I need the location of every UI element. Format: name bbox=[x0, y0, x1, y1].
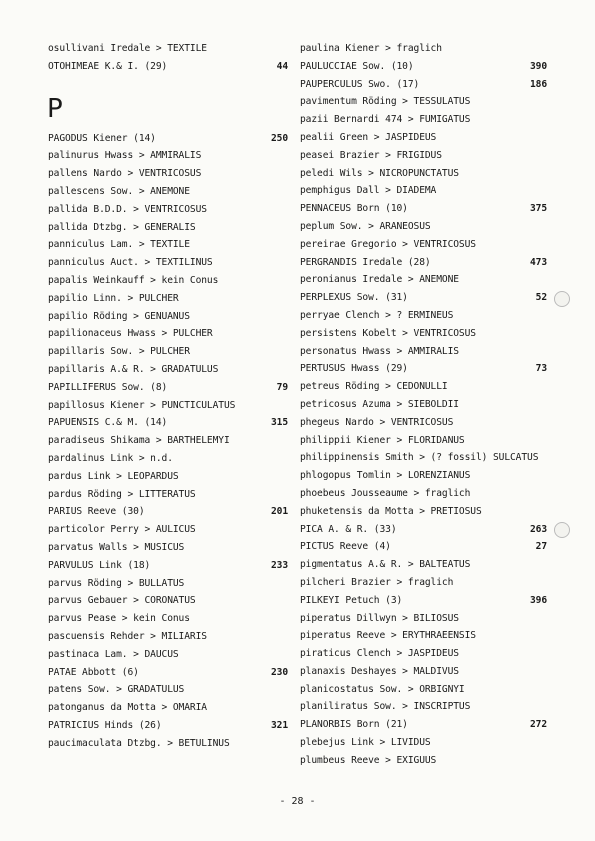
index-entry bbox=[48, 557, 288, 575]
index-entry bbox=[300, 538, 547, 556]
index-entry bbox=[300, 627, 547, 645]
entry-text: PAPUENSIS C.& M. (14) bbox=[48, 417, 168, 429]
index-entry bbox=[300, 254, 547, 272]
entry-text: PATAE Abbott (6) bbox=[48, 666, 139, 678]
entry-text: phlogopus Tomlin > LORENZIANUS bbox=[300, 470, 471, 482]
entry-text: PARVULUS Link (18) bbox=[48, 559, 151, 571]
index-entry bbox=[48, 361, 288, 379]
entry-text: peronianus Iredale > ANEMONE bbox=[300, 274, 459, 286]
index-entry bbox=[48, 735, 288, 753]
index-entry bbox=[48, 130, 288, 148]
index-entry bbox=[300, 414, 547, 432]
index-entry bbox=[300, 40, 547, 58]
index-entry bbox=[48, 58, 288, 76]
index-entry bbox=[300, 200, 547, 218]
entry-text: PENNACEUS Born (10) bbox=[300, 203, 408, 215]
entry-text: petreus Röding > CEDONULLI bbox=[300, 381, 448, 393]
index-entry bbox=[48, 486, 288, 504]
index-entry bbox=[300, 325, 547, 343]
index-entry bbox=[48, 592, 288, 610]
index-entry bbox=[300, 681, 547, 699]
entry-page-number: 321 bbox=[270, 719, 288, 731]
entry-text: panniculus Lam. > TEXTILE bbox=[48, 239, 190, 251]
index-entry bbox=[48, 681, 288, 699]
entry-text: planicostatus Sow. > ORBIGNYI bbox=[300, 683, 465, 695]
entry-page-number: 233 bbox=[270, 559, 288, 571]
index-entry bbox=[48, 379, 288, 397]
entry-text: particolor Perry > AULICUS bbox=[48, 524, 196, 536]
entry-page-number: 230 bbox=[270, 666, 288, 678]
index-entry bbox=[48, 646, 288, 664]
index-entry bbox=[48, 236, 288, 254]
entry-page-number: 250 bbox=[270, 132, 288, 144]
page-number: - 28 - bbox=[279, 796, 316, 807]
index-entry bbox=[48, 664, 288, 682]
index-entry bbox=[48, 414, 288, 432]
entry-page-number: 272 bbox=[529, 719, 547, 731]
section-letter: P bbox=[47, 93, 63, 124]
entry-text: patonganus da Motta > OMARIA bbox=[48, 702, 207, 714]
entry-text: parvus Pease > kein Conus bbox=[48, 613, 190, 625]
index-entry bbox=[300, 378, 547, 396]
punch-hole-icon bbox=[554, 291, 570, 307]
right-entries bbox=[300, 40, 547, 770]
entry-text: PARIUS Reeve (30) bbox=[48, 506, 145, 518]
entry-text: phegeus Nardo > VENTRICOSUS bbox=[300, 416, 454, 428]
right-column bbox=[300, 40, 547, 770]
entry-text: PERPLEXUS Sow. (31) bbox=[300, 292, 408, 304]
index-entry bbox=[48, 219, 288, 237]
entry-text: pardalinus Link > n.d. bbox=[48, 452, 173, 464]
left-column bbox=[48, 40, 288, 752]
entry-page-number: 375 bbox=[529, 203, 547, 215]
index-entry bbox=[300, 521, 547, 539]
entry-text: phuketensis da Motta > PRETIOSUS bbox=[300, 505, 482, 517]
entry-text: OTOHIMEAE K.& I. (29) bbox=[48, 60, 168, 72]
index-entry bbox=[300, 485, 547, 503]
entry-text: piperatus Dillwyn > BILIOSUS bbox=[300, 612, 459, 624]
entry-page-number: 473 bbox=[529, 256, 547, 268]
entry-page-number: 315 bbox=[270, 417, 288, 429]
punch-hole-icon bbox=[554, 522, 570, 538]
index-entry bbox=[300, 147, 547, 165]
entry-text: perryae Clench > ? ERMINEUS bbox=[300, 309, 454, 321]
entry-text: papillaris A.& R. > GRADATULUS bbox=[48, 363, 219, 375]
entry-text: PAUPERCULUS Swo. (17) bbox=[300, 78, 420, 90]
entry-text: papilio Linn. > PULCHER bbox=[48, 292, 179, 304]
index-entry bbox=[300, 129, 547, 147]
index-entry bbox=[48, 432, 288, 450]
index-entry bbox=[48, 165, 288, 183]
entry-text: paradiseus Shikama > BARTHELEMYI bbox=[48, 435, 230, 447]
entry-text: PATRICIUS Hinds (26) bbox=[48, 719, 162, 731]
entry-page-number: 44 bbox=[276, 60, 288, 72]
index-entry bbox=[48, 610, 288, 628]
entry-page-number: 79 bbox=[276, 381, 288, 393]
index-entry bbox=[300, 111, 547, 129]
entry-text: piraticus Clench > JASPIDEUS bbox=[300, 648, 459, 660]
index-entry bbox=[48, 290, 288, 308]
entry-text: pereirae Gregorio > VENTRICOSUS bbox=[300, 238, 476, 250]
entry-text: philippii Kiener > FLORIDANUS bbox=[300, 434, 465, 446]
index-entry bbox=[300, 467, 547, 485]
index-entry bbox=[300, 236, 547, 254]
index-entry bbox=[300, 592, 547, 610]
entry-text: petricosus Azuma > SIEBOLDII bbox=[300, 398, 459, 410]
index-entry bbox=[300, 752, 547, 770]
entry-text: philippinensis Smith > (? fossil) SULCATUS bbox=[300, 452, 539, 464]
index-entry bbox=[48, 343, 288, 361]
index-entry bbox=[300, 289, 547, 307]
entry-text: piperatus Reeve > ERYTHRAEENSIS bbox=[300, 630, 476, 642]
index-entry bbox=[48, 254, 288, 272]
entry-text: PAULUCCIAE Sow. (10) bbox=[300, 60, 414, 72]
entry-text: pardus Link > LEOPARDUS bbox=[48, 470, 179, 482]
index-entry bbox=[48, 539, 288, 557]
entry-text: pastinaca Lam. > DAUCUS bbox=[48, 648, 179, 660]
entry-text: patens Sow. > GRADATULUS bbox=[48, 684, 185, 696]
entry-text: papillosus Kiener > PUNCTICULATUS bbox=[48, 399, 236, 411]
entry-page-number: 52 bbox=[535, 292, 547, 304]
entry-text: paulina Kiener > fraglich bbox=[300, 43, 442, 54]
index-entry bbox=[300, 307, 547, 325]
index-entry bbox=[300, 556, 547, 574]
index-entry bbox=[300, 182, 547, 200]
entry-text: PLANORBIS Born (21) bbox=[300, 719, 408, 731]
entry-text: planiliratus Sow. > INSCRIPTUS bbox=[300, 701, 471, 713]
entry-text: palinurus Hwass > AMMIRALIS bbox=[48, 150, 202, 162]
index-entry bbox=[48, 201, 288, 219]
entry-text: phoebeus Jousseaume > fraglich bbox=[300, 487, 471, 499]
entry-text: PAGODUS Kiener (14) bbox=[48, 132, 156, 144]
entry-text: persistens Kobelt > VENTRICOSUS bbox=[300, 327, 476, 339]
entry-page-number: 73 bbox=[535, 363, 547, 375]
entry-page-number: 396 bbox=[529, 594, 547, 606]
entry-text: peplum Sow. > ARANEOSUS bbox=[300, 220, 431, 232]
index-entry bbox=[48, 450, 288, 468]
index-entry bbox=[48, 628, 288, 646]
index-entry bbox=[300, 218, 547, 236]
entry-text: planaxis Deshayes > MALDIVUS bbox=[300, 665, 459, 677]
entry-text: paucimaculata Dtzbg. > BETULINUS bbox=[48, 737, 230, 749]
index-entry bbox=[300, 93, 547, 111]
index-entry bbox=[300, 734, 547, 752]
entry-text: papillaris Sow. > PULCHER bbox=[48, 346, 190, 358]
entry-text: parvus Röding > BULLATUS bbox=[48, 577, 185, 589]
entry-text: PAPILLIFERUS Sow. (8) bbox=[48, 381, 168, 393]
index-entry bbox=[300, 698, 547, 716]
index-entry bbox=[300, 610, 547, 628]
index-entry bbox=[48, 397, 288, 415]
entry-page-number: 27 bbox=[535, 541, 547, 553]
index-entry bbox=[300, 165, 547, 183]
index-entry bbox=[300, 716, 547, 734]
entry-text: parvatus Walls > MUSICUS bbox=[48, 541, 185, 553]
index-entry bbox=[48, 147, 288, 165]
index-entry bbox=[300, 449, 547, 467]
left-main-entries bbox=[48, 130, 288, 753]
entry-text: PILKEYI Petuch (3) bbox=[300, 594, 403, 606]
entry-text: pavimentum Röding > TESSULATUS bbox=[300, 96, 471, 108]
entry-text: papilio Röding > GENUANUS bbox=[48, 310, 190, 322]
entry-page-number: 263 bbox=[529, 523, 547, 535]
entry-text: pallida B.D.D. > VENTRICOSUS bbox=[48, 203, 207, 215]
entry-text: papilionaceus Hwass > PULCHER bbox=[48, 328, 213, 340]
entry-text: pascuensis Rehder > MILIARIS bbox=[48, 630, 207, 642]
entry-text: pemphigus Dall > DIADEMA bbox=[300, 185, 437, 197]
index-entry bbox=[300, 645, 547, 663]
index-entry bbox=[300, 663, 547, 681]
index-entry bbox=[48, 325, 288, 343]
index-entry bbox=[300, 432, 547, 450]
entry-text: osullivani Iredale > TEXTILE bbox=[48, 43, 207, 54]
index-entry bbox=[48, 183, 288, 201]
index-entry bbox=[48, 575, 288, 593]
entry-text: pallida Dtzbg. > GENERALIS bbox=[48, 221, 196, 233]
entry-text: panniculus Auct. > TEXTILINUS bbox=[48, 257, 213, 269]
section-header bbox=[48, 76, 288, 130]
index-entry bbox=[300, 58, 547, 76]
index-entry bbox=[48, 503, 288, 521]
index-entry bbox=[48, 40, 288, 58]
entry-text: peasei Brazier > FRIGIDUS bbox=[300, 149, 442, 161]
entry-text: PICA A. & R. (33) bbox=[300, 523, 397, 535]
index-entry bbox=[48, 468, 288, 486]
entry-text: PICTUS Reeve (4) bbox=[300, 541, 391, 553]
index-entry bbox=[48, 272, 288, 290]
index-entry bbox=[300, 396, 547, 414]
index-entry bbox=[300, 574, 547, 592]
entry-page-number: 201 bbox=[270, 506, 288, 518]
entry-text: PERGRANDIS Iredale (28) bbox=[300, 256, 431, 268]
entry-page-number: 390 bbox=[529, 60, 547, 72]
entry-text: pigmentatus A.& R. > BALTEATUS bbox=[300, 559, 471, 571]
index-entry bbox=[300, 503, 547, 521]
entry-text: pazii Bernardi 474 > FUMIGATUS bbox=[300, 114, 471, 126]
index-entry bbox=[300, 271, 547, 289]
entry-text: papalis Weinkauff > kein Conus bbox=[48, 274, 219, 286]
index-entry bbox=[300, 76, 547, 94]
index-entry bbox=[48, 699, 288, 717]
index-entry bbox=[300, 360, 547, 378]
entry-text: pealii Green > JASPIDEUS bbox=[300, 131, 437, 143]
entry-text: plumbeus Reeve > EXIGUUS bbox=[300, 754, 437, 766]
entry-text: pallens Nardo > VENTRICOSUS bbox=[48, 168, 202, 180]
entry-text: plebejus Link > LIVIDUS bbox=[300, 737, 431, 749]
entry-text: pilcheri Brazier > fraglich bbox=[300, 576, 454, 588]
entry-text: parvus Gebauer > CORONATUS bbox=[48, 595, 196, 607]
entry-text: personatus Hwass > AMMIRALIS bbox=[300, 345, 459, 357]
entry-text: pardus Röding > LITTERATUS bbox=[48, 488, 196, 500]
index-entry bbox=[48, 308, 288, 326]
entry-page-number: 186 bbox=[529, 78, 547, 90]
index-entry bbox=[300, 343, 547, 361]
entry-text: PERTUSUS Hwass (29) bbox=[300, 363, 408, 375]
left-top-entries bbox=[48, 40, 288, 76]
index-entry bbox=[48, 717, 288, 735]
entry-text: pallescens Sow. > ANEMONE bbox=[48, 185, 190, 197]
index-entry bbox=[48, 521, 288, 539]
entry-text: peledi Wils > NICROPUNCTATUS bbox=[300, 167, 459, 179]
